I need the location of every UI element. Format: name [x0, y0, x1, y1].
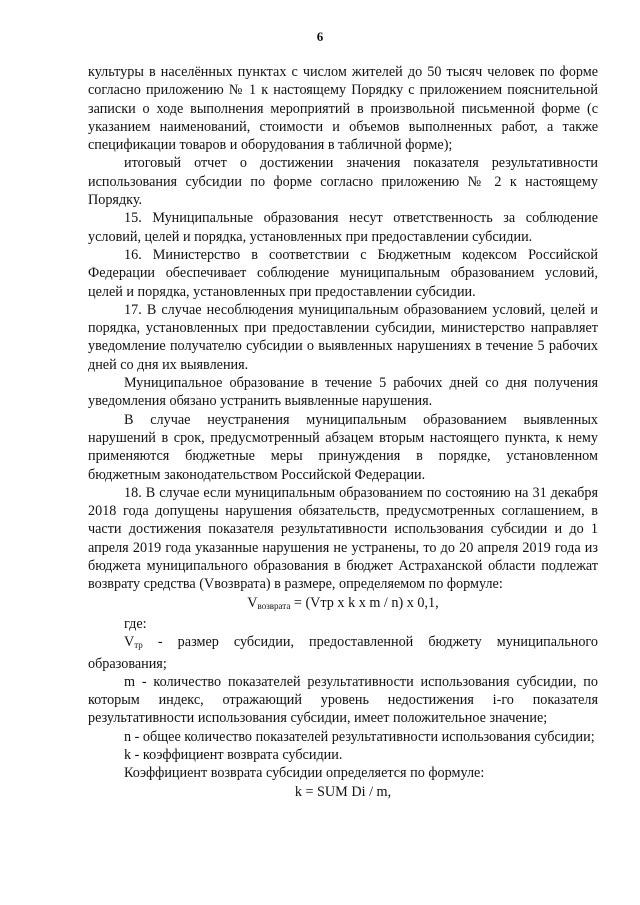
formula-coefficient: k = SUM Di / m,	[294, 783, 392, 800]
paragraph-clause-15: 15. Муниципальные образования несут ответственность за соблюдение условий, целей и порядка, установленных при предоставлении субсидии.	[88, 210, 598, 245]
formula-refund-lhs-subscript: возврата	[257, 600, 291, 611]
paragraph-clause-16: 16. Министерство в соответствии с Бюджетным кодексом Российской Федерации обеспечивает соблюдение муниципальным образованием условий, целей и порядка, установленных при предоставлении субсидии.	[88, 246, 598, 300]
where-label: где:	[124, 615, 147, 632]
paragraph-clause-18: 18. В случае если муниципальным образованием по состоянию на 31 декабря 2018 года допущены нарушения обязательств, предусмотренных соглашением, в части достижения показателя результативности использования субсидии и до 1 апреля 2019 года указанные нарушения не устранены, то до 20 апреля 2019 года из бюджета муниципального образования в бюджет Астраханской области подлежат возврату средства (Vвозврата) в размере, определяемом по формуле:	[88, 484, 598, 593]
definition-k: k - коэффициент возврата субсидии.	[124, 746, 343, 763]
formula-refund-rhs: = (Vтр x k x m / n) x 0,1,	[290, 594, 439, 611]
paragraph-report-form: культуры в населённых пунктах с числом жителей до 50 тысяч человек по форме согласно приложению № 1 к настоящему Порядку с приложением пояснительной записки о ходе выполнения мероприятий в произвольной письменной форме (с указанием наименований, стоимости и объемов выполненных работ, а также спецификации товаров и оборудования в табличной форме);	[88, 64, 598, 154]
definition-n: n - общее количество показателей результативности использования субсидии;	[124, 728, 595, 745]
document-body	[88, 63, 598, 801]
paragraph-clause-17: 17. В случае несоблюдения муниципальным образованием условий, целей и порядка, установленных при предоставлении субсидии, министерство направляет уведомление получателю субсидии о выявленных нарушениях в течение 5 рабочих дней со дня их выявления.	[88, 301, 598, 373]
formula-refund-lhs: V	[247, 594, 258, 611]
coefficient-intro: Коэффициент возврата субсидии определяется по формуле:	[124, 765, 485, 782]
paragraph-enforcement: В случае неустранения муниципальным образованием выявленных нарушений в срок, предусмотренный абзацем вторым настоящего пункта, к нему применяются бюджетные меры принуждения в порядке, установленном бюджетным законодательством Российской Федерации.	[88, 411, 598, 483]
definition-vtr-subscript: тр	[134, 640, 143, 651]
formula-refund	[88, 594, 598, 615]
definition-m: m - количество показателей результативности использования субсидии, по которым индекс, отражающий уровень недостижения i-го показателя результативности использования субсидии, имеет положительное значение;	[88, 673, 598, 727]
definition-vtr-text: - размер субсидии, предоставленной бюджету муниципального образования;	[88, 634, 598, 672]
paragraph-remedy-deadline: Муниципальное образование в течение 5 рабочих дней со дня получения уведомления обязано устранить выявленные нарушения.	[88, 375, 598, 410]
definition-vtr	[88, 633, 598, 673]
page-number: 6	[316, 29, 324, 44]
definition-vtr-symbol: V	[124, 634, 135, 651]
paragraph-final-report: итоговый отчет о достижении значения показателя результативности использования субсидии по форме согласно приложению № 2 к настоящему Порядку.	[88, 155, 598, 209]
